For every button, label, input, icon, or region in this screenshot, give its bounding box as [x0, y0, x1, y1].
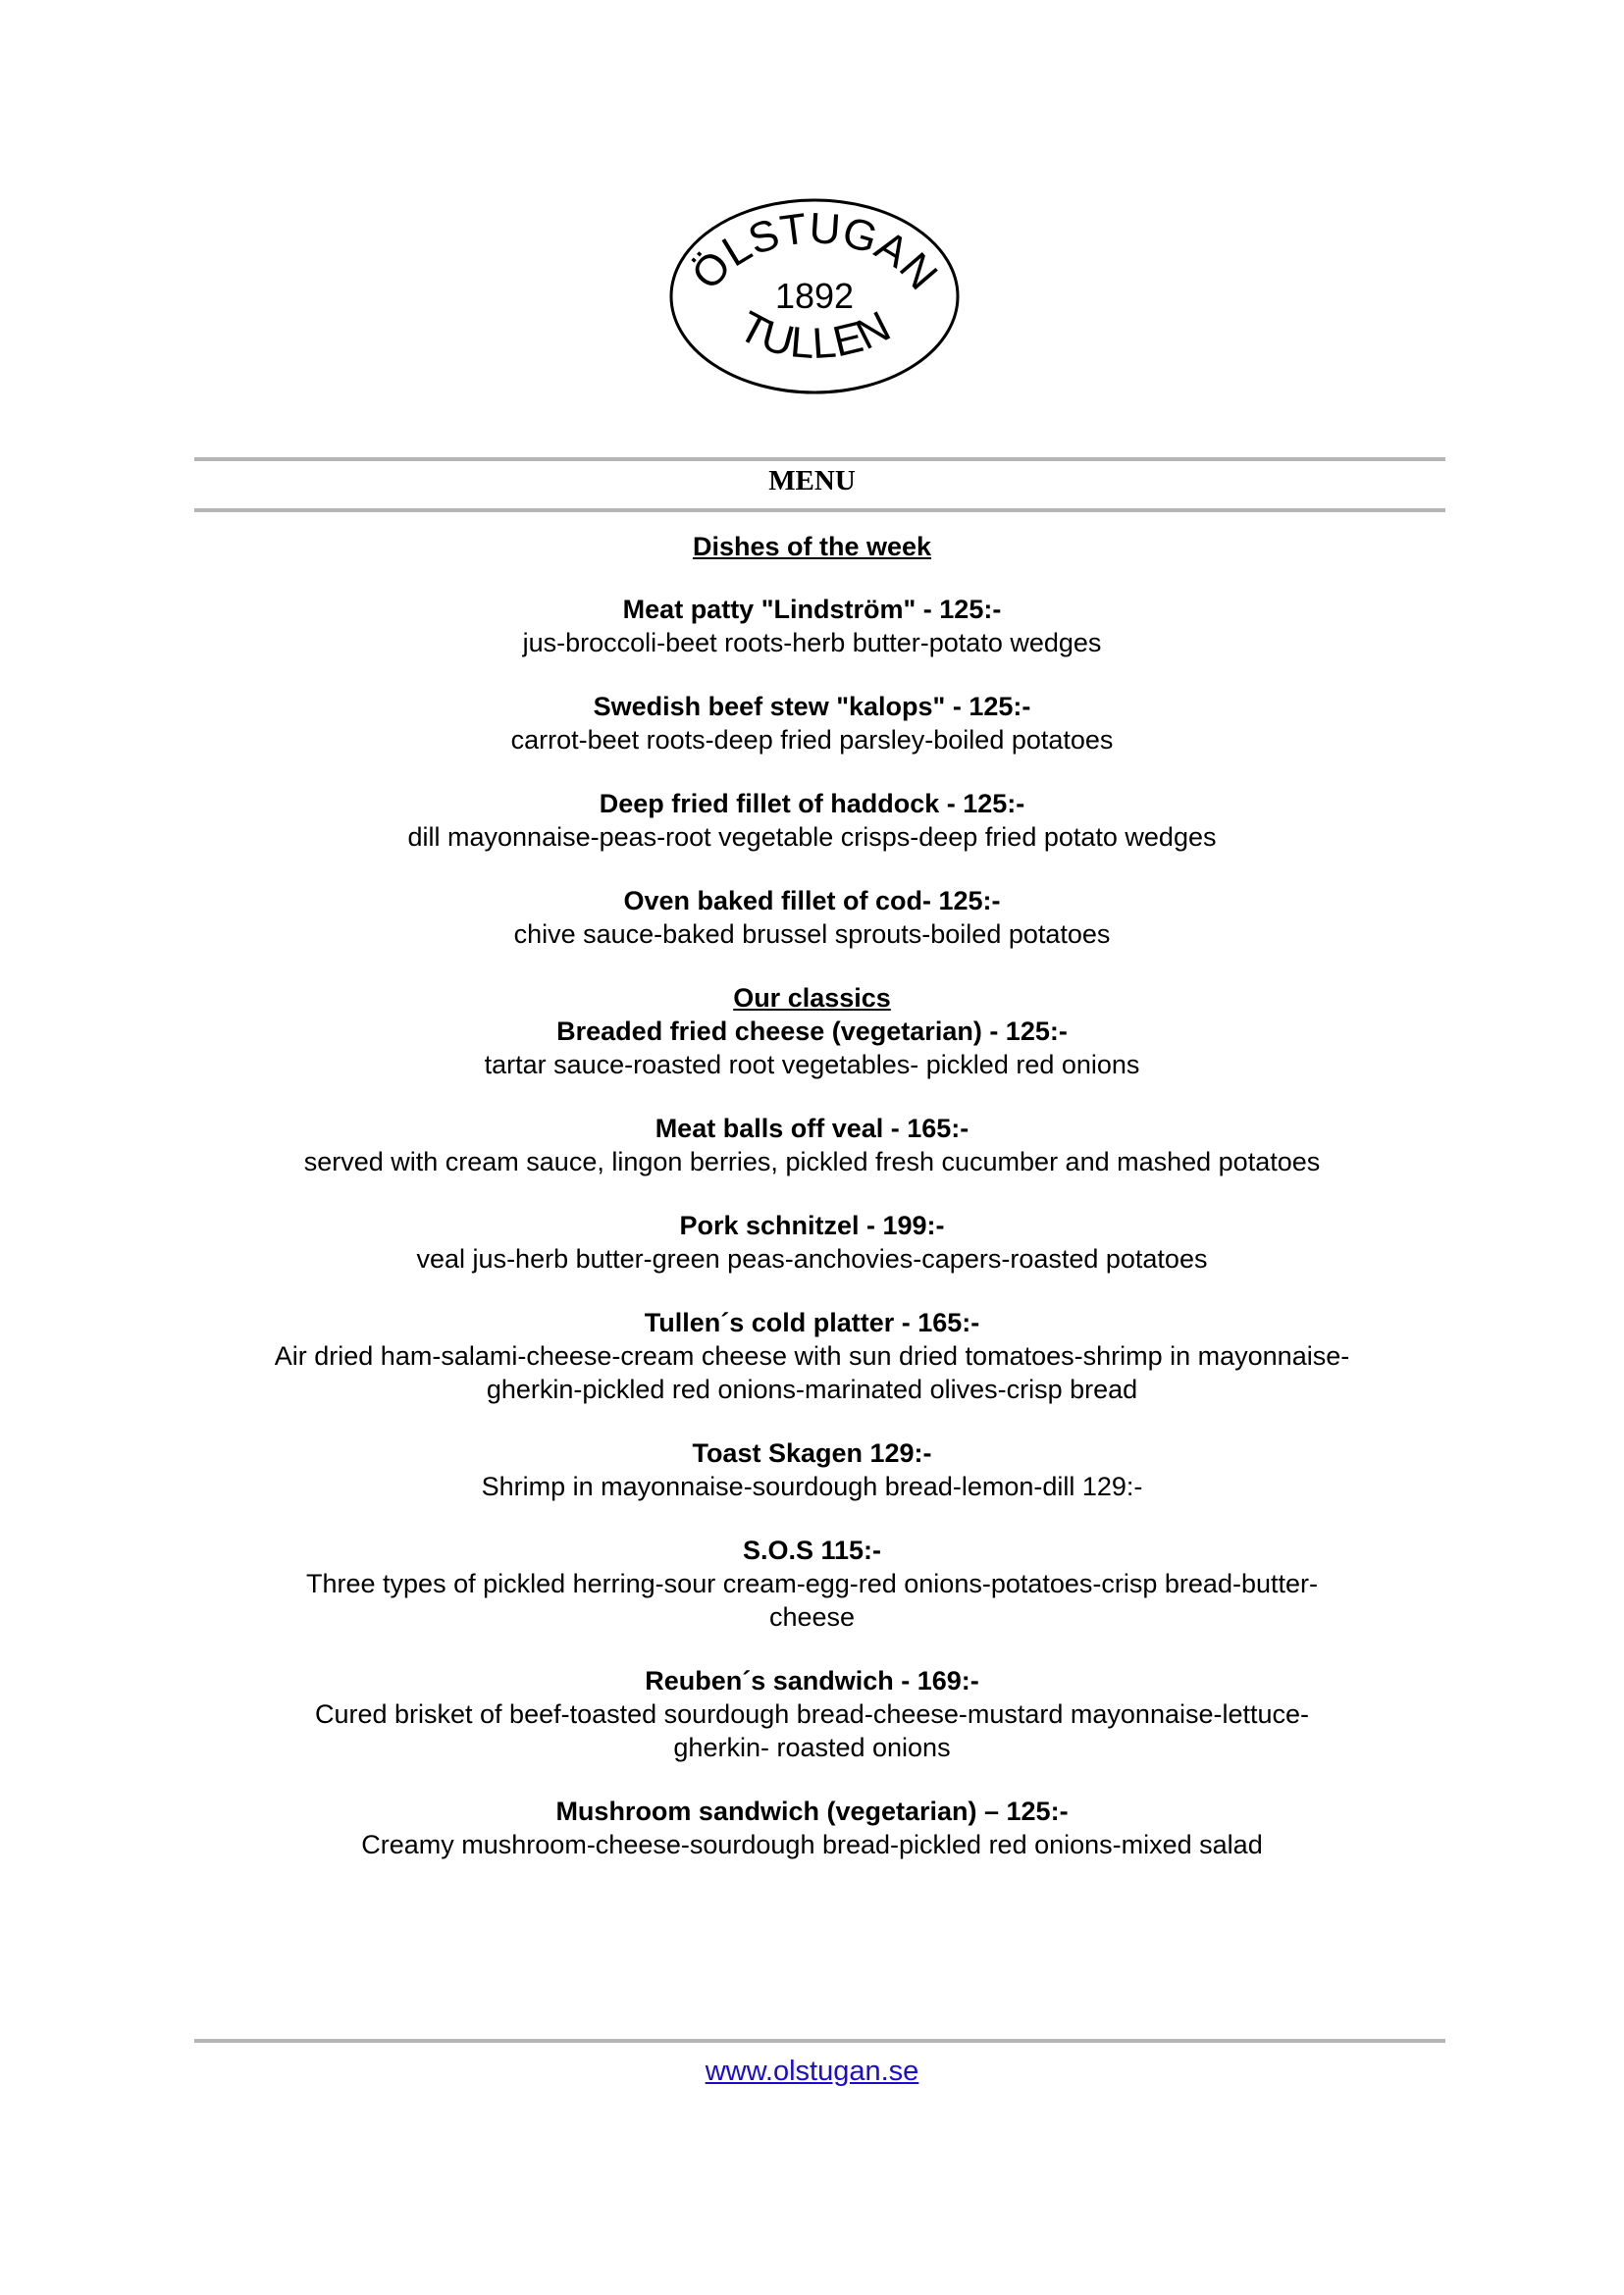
- website-link[interactable]: www.olstugan.se: [705, 2056, 919, 2087]
- menu-heading: MENU: [768, 465, 856, 496]
- menu-item: [0, 690, 1624, 756]
- menu-item-description: gherkin- roasted onions: [673, 1733, 951, 1762]
- menu-item-name: Oven baked fillet of cod- 125:-: [623, 886, 1001, 915]
- menu-item: [0, 1795, 1624, 1861]
- menu-item-description: served with cream sauce, lingon berries, pickled fresh cucumber and mashed potatoes: [303, 1147, 1321, 1176]
- menu-item-description: veal jus-herb butter-green peas-anchovies-capers-roasted potatoes: [416, 1244, 1208, 1274]
- menu-item-name: Meat patty "Lindström" - 125:-: [622, 595, 1002, 624]
- menu-item: [0, 1664, 1624, 1764]
- menu-item-description: Three types of pickled herring-sour cream-egg-red onions-potatoes-crisp bread-butter-: [306, 1569, 1318, 1598]
- menu-item-name: Swedish beef stew "kalops" - 125:-: [593, 692, 1031, 721]
- menu-item-name: Deep fried fillet of haddock - 125:-: [599, 789, 1025, 818]
- menu-item-description: tartar sauce-roasted root vegetables- pickled red onions: [484, 1050, 1140, 1079]
- menu-item: [0, 1209, 1624, 1276]
- menu-item-name: Reuben´s sandwich - 169:-: [645, 1666, 979, 1695]
- top-rule: [194, 457, 1445, 461]
- menu-item: [0, 1306, 1624, 1406]
- menu-item-description: cheese: [768, 1602, 856, 1632]
- menu-item-name: Mushroom sandwich (vegetarian) – 125:-: [555, 1797, 1069, 1826]
- menu-content: [0, 530, 1624, 1892]
- menu-item: [0, 593, 1624, 659]
- section-title: Dishes of the week: [692, 532, 932, 561]
- menu-item-description: Air dried ham-salami-cheese-cream cheese with sun dried tomatoes-shrimp in mayonnaise-: [274, 1341, 1350, 1371]
- olstugan-logo: [667, 196, 962, 397]
- menu-item: [0, 1534, 1624, 1634]
- menu-item-description: jus-broccoli-beet roots-herb butter-potato wedges: [522, 628, 1102, 657]
- logo-top-text: ÖLSTUGAN: [682, 204, 947, 299]
- menu-item: [0, 1015, 1624, 1081]
- menu-item-name: S.O.S 115:-: [742, 1536, 882, 1565]
- menu-item-name: Pork schnitzel - 199:-: [679, 1211, 945, 1240]
- menu-item-description: chive sauce-baked brussel sprouts-boiled potatoes: [513, 919, 1111, 949]
- menu-item-name: Toast Skagen 129:-: [692, 1438, 932, 1468]
- menu-item-description: Creamy mushroom-cheese-sourdough bread-pickled red onions-mixed salad: [361, 1830, 1263, 1859]
- menu-item-description: Cured brisket of beef-toasted sourdough bread-cheese-mustard mayonnaise-lettuce-: [314, 1699, 1310, 1729]
- menu-item-name: Breaded fried cheese (vegetarian) - 125:-: [556, 1017, 1068, 1046]
- logo-year: 1892: [774, 276, 855, 316]
- logo-bottom-text: TULLEN: [730, 301, 899, 369]
- menu-item-description: carrot-beet roots-deep fried parsley-boiled potatoes: [510, 725, 1114, 755]
- menu-item-description: dill mayonnaise-peas-root vegetable crisps-deep fried potato wedges: [407, 822, 1217, 852]
- bottom-rule: [194, 2039, 1445, 2043]
- menu-item-name: Tullen´s cold platter - 165:-: [644, 1308, 980, 1337]
- heading-rule: [194, 508, 1445, 512]
- menu-item-description: Shrimp in mayonnaise-sourdough bread-lemon-dill 129:-: [481, 1472, 1143, 1501]
- section-title: Our classics: [733, 983, 891, 1013]
- menu-item: [0, 884, 1624, 951]
- menu-item-name: Meat balls off veal - 165:-: [655, 1114, 969, 1143]
- menu-item: [0, 1436, 1624, 1503]
- menu-item: [0, 1112, 1624, 1178]
- menu-item-description: gherkin-pickled red onions-marinated olives-crisp bread: [486, 1375, 1138, 1404]
- menu-item: [0, 787, 1624, 854]
